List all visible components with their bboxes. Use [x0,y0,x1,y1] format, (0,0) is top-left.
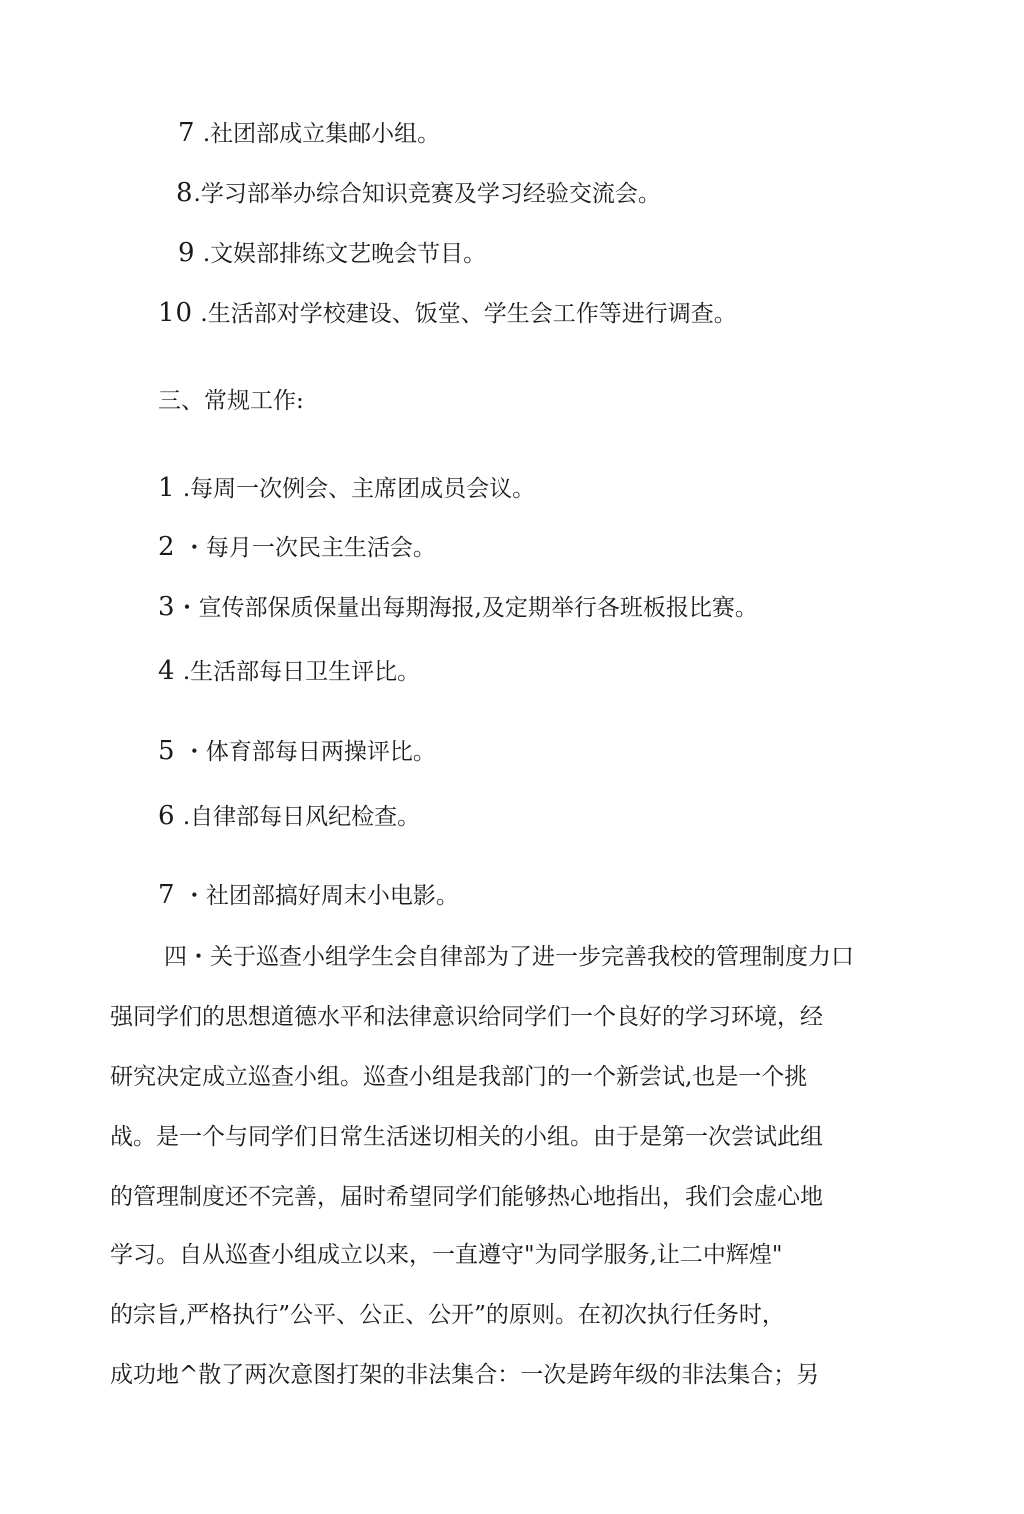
item-text: .文娱部排练文艺晚会节目。 [195,241,487,267]
item-number: 7 [178,118,196,148]
item-text: ・社团部搞好周末小电影。 [175,883,459,909]
paragraph-line: 研究决定成立巡查小组。巡查小组是我部门的一个新尝试,也是一个挑 [110,1064,808,1090]
item-number: 8 [176,178,194,208]
paragraph-line: 成功地^散了两次意图打架的非法集合：一次是跨年级的非法集合；另 [110,1362,820,1388]
item-number: 4 [158,656,176,686]
paragraph-line: 战。是一个与同学们日常生活迷切相关的小组。由于是第一次尝试此组 [110,1124,823,1150]
item-number: 9 [178,238,196,268]
item-text: .学习部举办综合知识竞赛及学习经验交流会。 [193,181,661,207]
paragraph-line: 学习。自从巡查小组成立以来，一直遵守"为同学服务,让二中辉煌" [110,1242,783,1268]
paragraph-line: 四・关于巡查小组学生会自律部为了进一步完善我校的管理制度力口 [164,944,854,970]
item-number: 5 [158,736,176,766]
section4-paragraph [110,0,890,1514]
item-text: ・每月一次民主生活会。 [175,535,436,561]
item-text: .生活部每日卫生评比。 [175,659,421,685]
item-number: 6 [158,801,176,831]
item-text: ・宣传部保质保量出每期海报,及定期举行各班板报比赛。 [175,595,758,621]
item-text: .每周一次例会、主席团成员会议。 [175,476,536,502]
paragraph-line: 的管理制度还不完善，届时希望同学们能够热心地指出，我们会虚心地 [110,1184,823,1210]
paragraph-line: 强同学们的思想道德水平和法律意识给同学们一个良好的学习环境，经 [110,1004,823,1030]
item-number: 7 [158,880,176,910]
item-text: .生活部对学校建设、饭堂、学生会工作等进行调查。 [193,301,737,327]
item-text: .自律部每日风纪检查。 [175,804,421,830]
paragraph-line: 的宗旨,严格执行”公平、公正、公开”的原则。在初次执行任务时， [110,1302,785,1328]
item-number: 1 [158,473,176,503]
section-heading: 三、常规工作: [158,388,304,414]
item-text: .社团部成立集邮小组。 [195,121,441,147]
item-number: 2 [158,532,176,562]
item-number: 10 [158,298,194,328]
item-number: 3 [158,592,176,622]
item-text: ・体育部每日两操评比。 [175,739,436,765]
